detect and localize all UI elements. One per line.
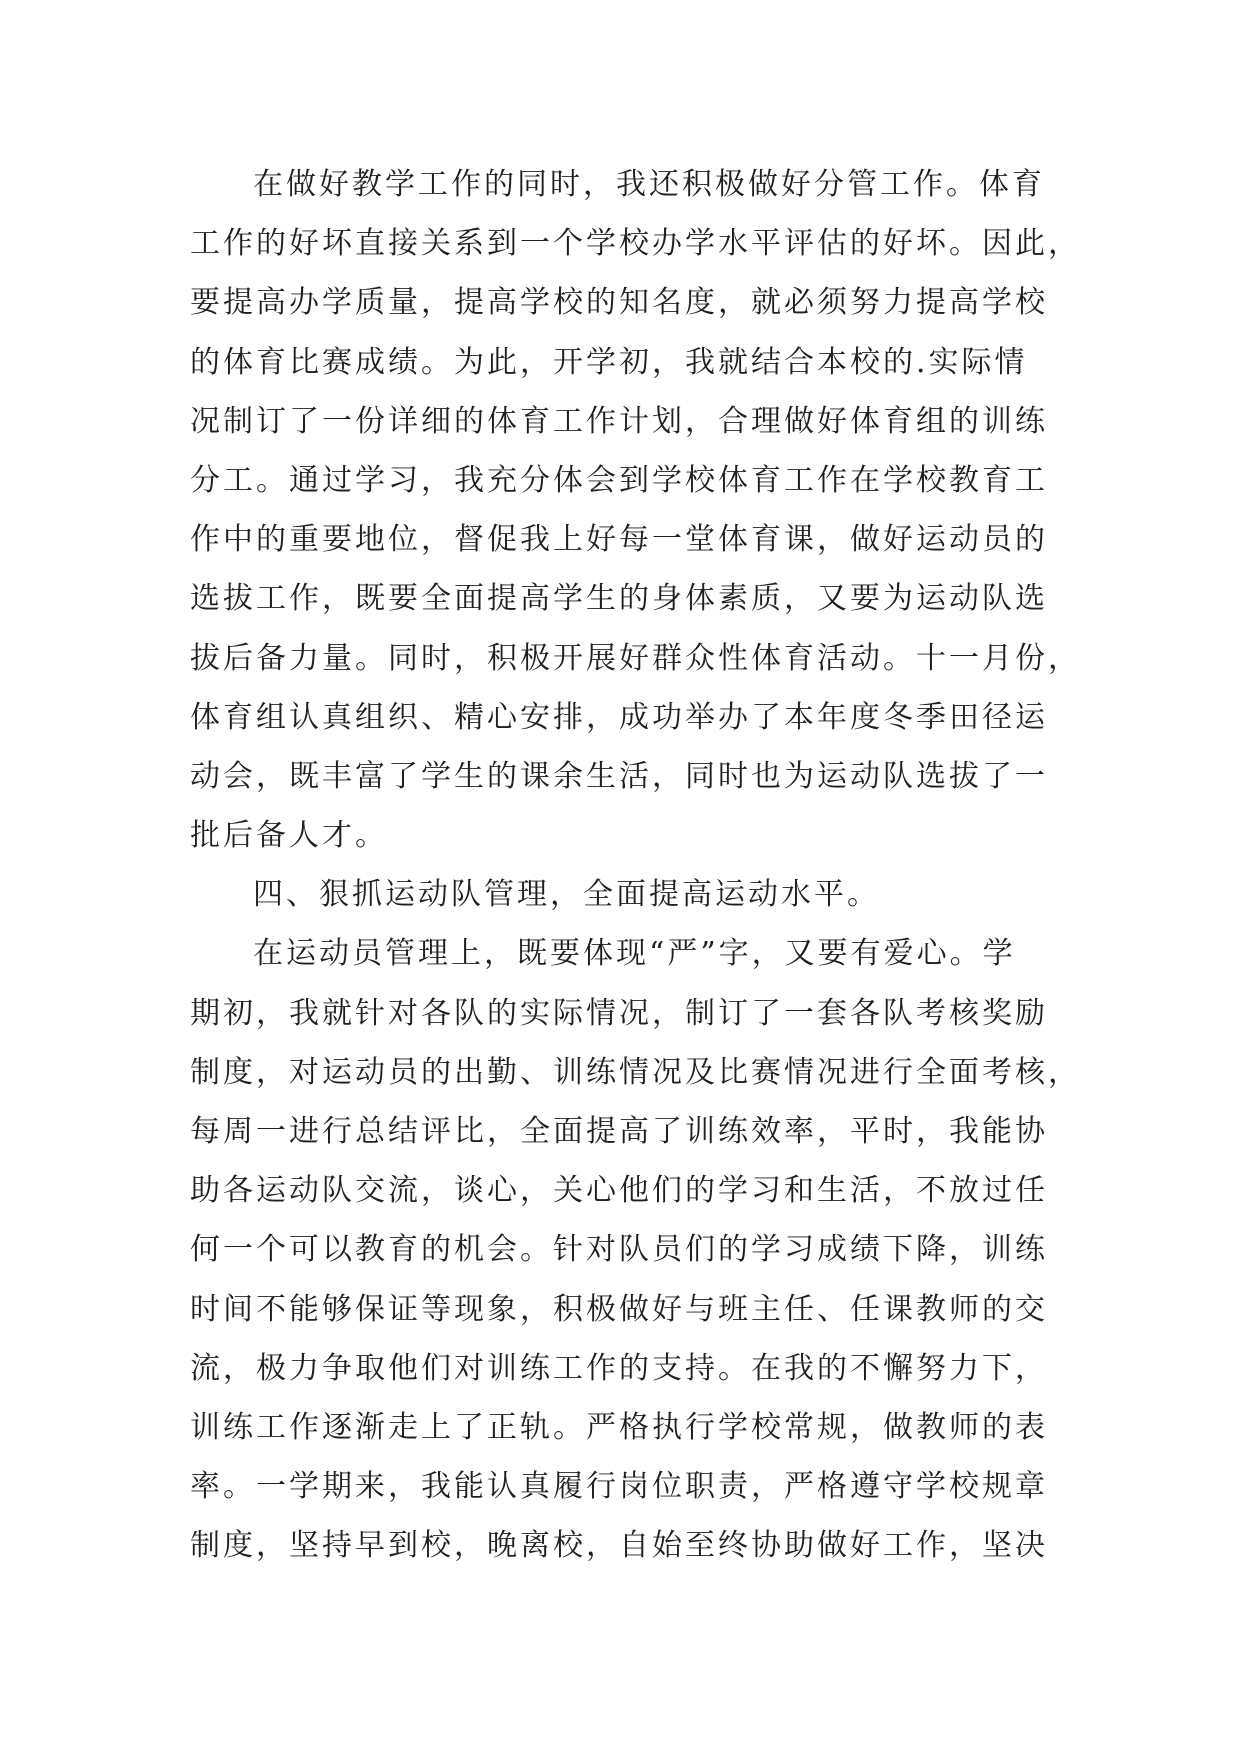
- text-line: 作中的重要地位，督促我上好每一堂体育课，做好运动员的: [190, 522, 1048, 558]
- text-line: 每周一进行总结评比，全面提高了训练效率，平时，我能协: [190, 1114, 1048, 1149]
- text-line: 工作的好坏直接关系到一个学校办学水平评估的好坏。因此，: [190, 226, 1081, 262]
- text-line: 动会，既丰富了学生的课余生活，同时也为运动队选拔了一: [190, 758, 1048, 794]
- text-line: 在做好教学工作的同时，我还积极做好分管工作。体育: [253, 167, 1045, 202]
- text-line: 训练工作逐渐走上了正轨。严格执行学校常规，做教师的表: [190, 1409, 1048, 1445]
- text-line: 流，极力争取他们对训练工作的支持。在我的不懈努力下，: [190, 1350, 1048, 1386]
- text-line: 拔后备力量。同时，积极开展好群众性体育活动。十一月份，: [190, 640, 1081, 676]
- text-line: 选拔工作，既要全面提高学生的身体素质，又要为运动队选: [190, 581, 1048, 617]
- section-heading: 四、狠抓运动队管理，全面提高运动水平。: [253, 877, 880, 913]
- text-line: 况制订了一份详细的体育工作计划，合理做好体育组的训练: [190, 403, 1048, 439]
- text-line: 分工。通过学习，我充分体会到学校体育工作在学校教育工: [190, 462, 1048, 498]
- text-line: 批后备人才。: [190, 818, 388, 854]
- text-line: 体育组认真组织、精心安排，成功举办了本年度冬季田径运: [190, 699, 1048, 735]
- text-line: 时间不能够保证等现象，积极做好与班主任、任课教师的交: [190, 1291, 1048, 1327]
- text-line: 在运动员管理上，既要体现“严”字，又要有爱心。学: [253, 936, 1016, 972]
- text-line: 制度，对运动员的出勤、训练情况及比赛情况进行全面考核，: [190, 1054, 1081, 1090]
- text-line: 要提高办学质量，提高学校的知名度，就必须努力提高学校: [190, 285, 1048, 321]
- text-line: 助各运动队交流，谈心，关心他们的学习和生活，不放过任: [190, 1173, 1048, 1209]
- text-line: 何一个可以教育的机会。针对队员们的学习成绩下降，训练: [190, 1232, 1048, 1268]
- document-body: [190, 155, 1081, 1576]
- text-line: 制度，坚持早到校，晚离校，自始至终协助做好工作，坚决: [190, 1528, 1048, 1564]
- text-line: 期初，我就针对各队的实际情况，制订了一套各队考核奖励: [190, 995, 1048, 1031]
- text-line: 率。一学期来，我能认真履行岗位职责，严格遵守学校规章: [190, 1469, 1048, 1505]
- text-line: 的体育比赛成绩。为此，开学初，我就结合本校的.实际情: [190, 344, 1028, 380]
